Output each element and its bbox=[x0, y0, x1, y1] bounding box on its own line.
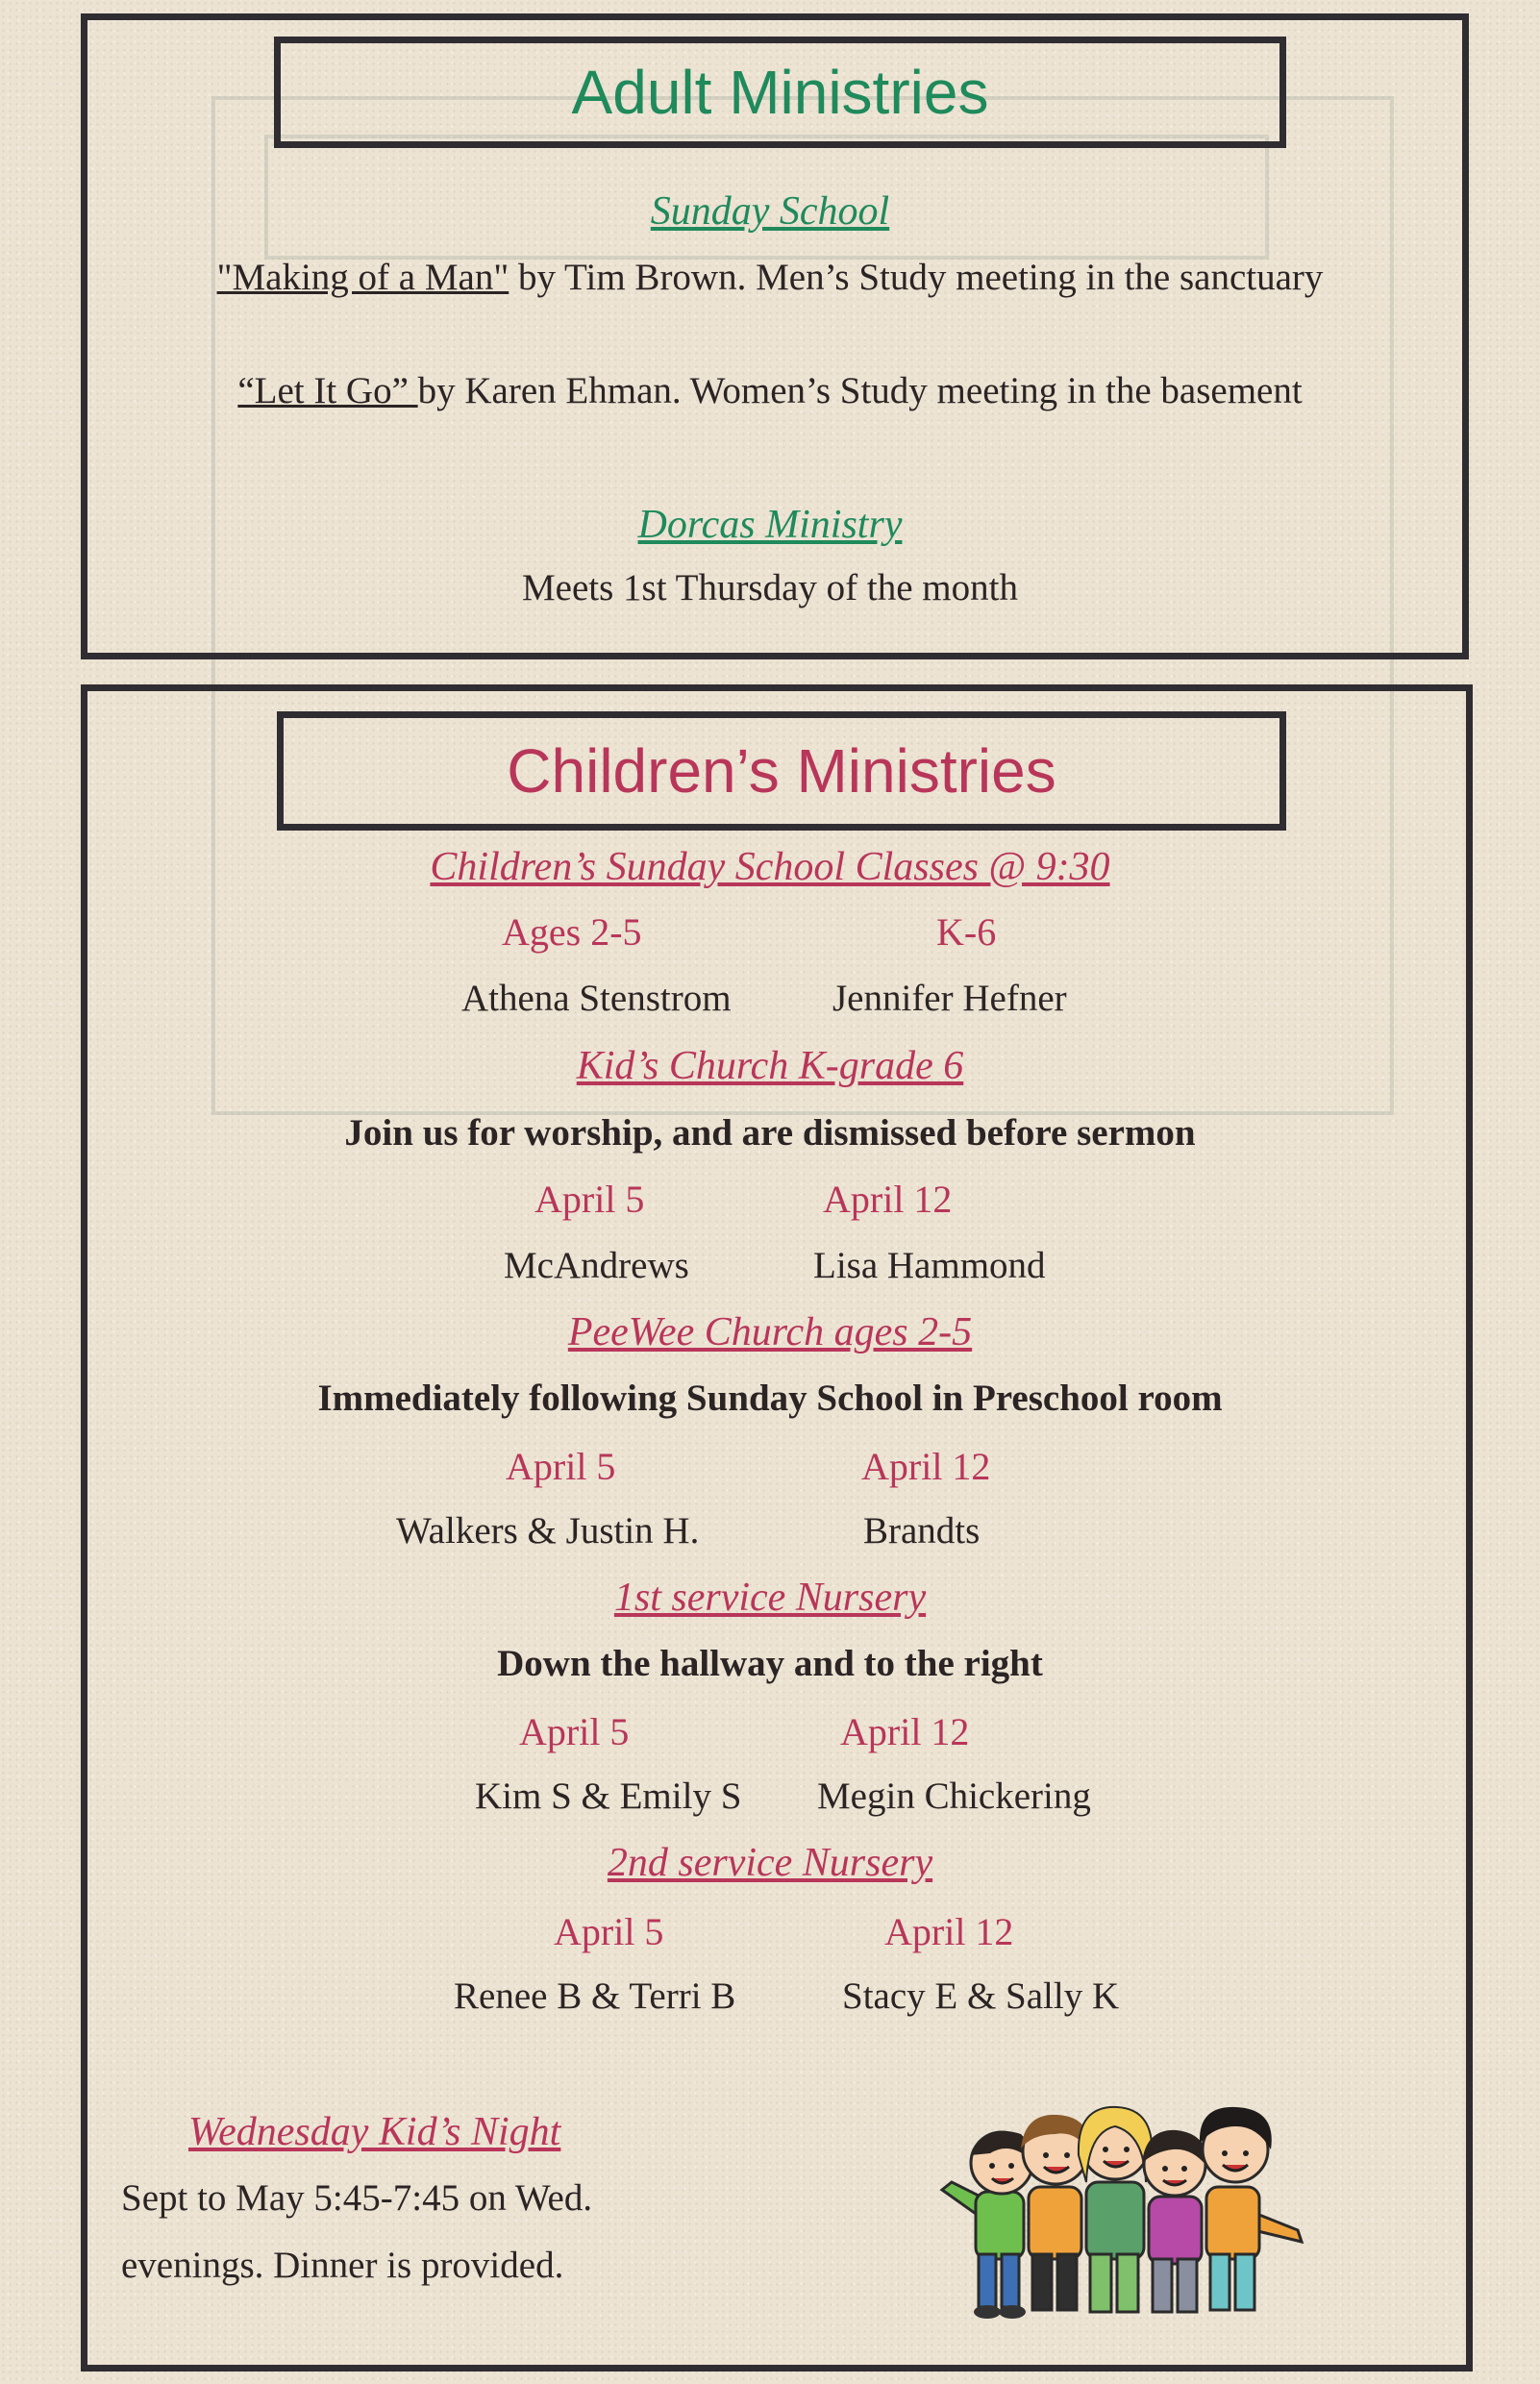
mens-study-text bbox=[0, 256, 1540, 299]
second-nursery-volunteer-april-12: Stacy E & Sally K bbox=[842, 1975, 1120, 2017]
first-nursery-volunteer-april-5: Kim S & Emily S bbox=[475, 1776, 742, 1817]
mens-book-title: "Making of a Man" bbox=[216, 257, 509, 298]
k-6-label: K-6 bbox=[936, 910, 997, 954]
child-figure bbox=[1200, 2107, 1302, 2310]
childrens-ministries-title: Children’s Ministries bbox=[507, 736, 1056, 806]
wednesday-kids-night-line-2: evenings. Dinner is provided. bbox=[121, 2245, 564, 2286]
child-figure bbox=[1079, 2107, 1152, 2312]
adult-ministries-title: Adult Ministries bbox=[571, 58, 989, 127]
sunday-school-heading: Sunday School bbox=[650, 189, 890, 234]
ages-2-5-label: Ages 2-5 bbox=[502, 910, 642, 954]
wednesday-kids-night-heading: Wednesday Kid’s Night bbox=[188, 2110, 561, 2154]
mens-study-details: by Tim Brown. Men’s Study meeting in the sanctuary bbox=[509, 257, 1324, 298]
childrens-ministries-title-box bbox=[277, 711, 1286, 831]
second-service-nursery-heading: 2nd service Nursery bbox=[607, 1841, 933, 1885]
peewee-date-april-12: April 12 bbox=[861, 1445, 991, 1488]
child-figure bbox=[1142, 2130, 1207, 2312]
first-service-nursery-description: Down the hallway and to the right bbox=[497, 1643, 1043, 1684]
first-nursery-volunteer-april-12: Megin Chickering bbox=[817, 1776, 1091, 1817]
peewee-volunteer-april-12: Brandts bbox=[863, 1510, 981, 1552]
dorcas-ministry-heading: Dorcas Ministry bbox=[637, 503, 903, 547]
kids-church-volunteer-april-5: McAndrews bbox=[504, 1245, 689, 1286]
child-figure bbox=[942, 2131, 1032, 2319]
second-nursery-date-april-12: April 12 bbox=[884, 1910, 1014, 1953]
womens-study-details: by Karen Ehman. Women’s Study meeting in the basement bbox=[417, 370, 1303, 411]
kids-church-description: Join us for worship, and are dismissed before sermon bbox=[344, 1112, 1196, 1154]
kids-church-volunteer-april-12: Lisa Hammond bbox=[813, 1245, 1046, 1286]
k-6-teacher: Jennifer Hefner bbox=[832, 978, 1067, 1019]
peewee-church-description: Immediately following Sunday School in Preschool room bbox=[317, 1378, 1223, 1419]
second-nursery-date-april-5: April 5 bbox=[554, 1910, 664, 1953]
ages-2-5-teacher: Athena Stenstrom bbox=[461, 978, 732, 1019]
childrens-sunday-school-heading: Children’s Sunday School Classes @ 9:30 bbox=[430, 845, 1110, 889]
adult-ministries-title-box bbox=[274, 37, 1286, 148]
wednesday-kids-night-line-1: Sept to May 5:45-7:45 on Wed. bbox=[121, 2177, 593, 2219]
dorcas-ministry-text: Meets 1st Thursday of the month bbox=[522, 567, 1018, 608]
second-nursery-volunteer-april-5: Renee B & Terri B bbox=[454, 1975, 736, 2017]
kids-church-heading: Kid’s Church K-grade 6 bbox=[576, 1044, 964, 1088]
group-of-children-illustration bbox=[932, 2067, 1355, 2326]
peewee-volunteer-april-5: Walkers & Justin H. bbox=[396, 1510, 700, 1552]
peewee-date-april-5: April 5 bbox=[506, 1445, 616, 1488]
womens-study-text bbox=[0, 369, 1540, 412]
kids-church-date-april-5: April 5 bbox=[534, 1178, 645, 1221]
kids-church-date-april-12: April 12 bbox=[823, 1178, 953, 1221]
peewee-church-heading: PeeWee Church ages 2-5 bbox=[567, 1310, 973, 1354]
first-nursery-date-april-5: April 5 bbox=[519, 1710, 630, 1753]
first-nursery-date-april-12: April 12 bbox=[840, 1710, 970, 1753]
first-service-nursery-heading: 1st service Nursery bbox=[613, 1576, 927, 1620]
womens-book-title: “Let It Go” bbox=[237, 370, 418, 411]
